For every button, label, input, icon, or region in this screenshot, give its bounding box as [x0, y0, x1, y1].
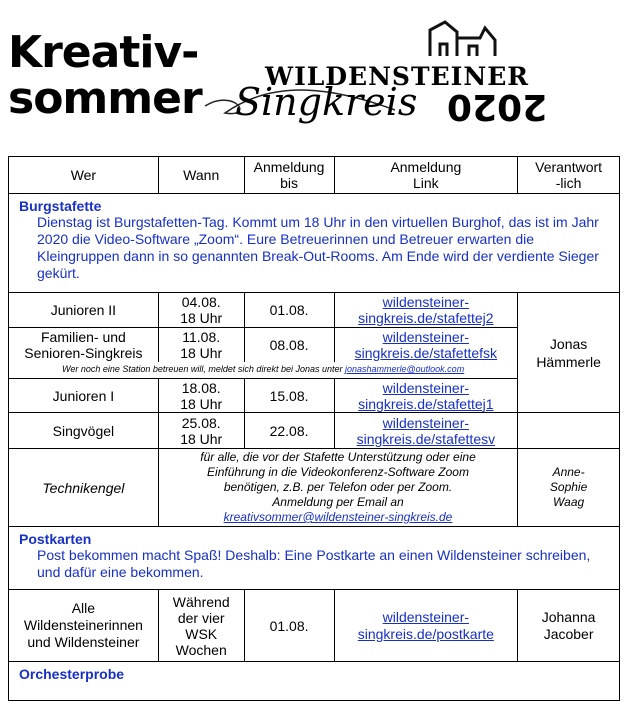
row-wer: Junioren I [9, 379, 159, 413]
section-text: Post bekommen macht Spaß! Deshalb: Eine Postkarte an einen Wildensteiner schreiben, und dafür eine bekommen. [37, 547, 591, 580]
row-link[interactable]: wildensteiner- singkreis.de/stafettej1 [334, 379, 518, 413]
row-responsible: Johanna Jacober [518, 590, 620, 662]
row-link[interactable]: wildensteiner- singkreis.de/postkarte [334, 590, 518, 662]
page-title [8, 27, 202, 124]
col-header-anmeldung-link: Anmeldung Link [334, 157, 518, 194]
section-burgstafette [9, 194, 620, 293]
title-line-2: sommer [8, 73, 202, 124]
row-wann: 25.08. 18 Uhr [158, 413, 244, 449]
col-header-wann: Wann [158, 157, 244, 194]
row-bis: 22.08. [244, 413, 334, 449]
note-text: Wer noch eine Station betreuen will, meldet sich direkt bei Jonas unter [62, 364, 345, 374]
table-header-row [9, 157, 620, 194]
table-row [9, 590, 620, 662]
section-title: Burgstafette [19, 198, 102, 214]
row-link[interactable]: wildensteiner- singkreis.de/stafettej2 [334, 293, 518, 328]
section-title: Postkarten [19, 531, 92, 547]
table-row [9, 413, 620, 449]
section-text: Dienstag ist Burgstafetten-Tag. Kommt um 18 Uhr in den virtuellen Burghof, das ist im Jahr 2020 die Video-Software „Zoom“. Eure Betreuerinnen und Betreuer erwarten die Kleingruppen dann in so genannten Break-Out-Rooms. Am Ende wird der verdiente Sieger gekürt. [37, 214, 599, 281]
technik-wer: Technikengel [9, 449, 159, 527]
row-link[interactable]: wildensteiner- singkreis.de/stafettefsk [334, 328, 518, 363]
col-header-verantwortlich: Verantwort -lich [518, 157, 620, 194]
logo-year: 2020 [447, 86, 548, 127]
section-postkarten [9, 527, 620, 590]
row-link[interactable]: wildensteiner- singkreis.de/stafettesv [334, 413, 518, 449]
note-email-link[interactable]: jonashammerle@outlook.com [345, 364, 465, 374]
logo-wordmark: WILDENSTEINER [265, 62, 530, 91]
row-bis: 15.08. [244, 379, 334, 413]
table-row-technik [9, 449, 620, 527]
table-row [9, 293, 620, 328]
row-wer: Junioren II [9, 293, 159, 328]
row-bis: 01.08. [244, 590, 334, 662]
row-bis: 01.08. [244, 293, 334, 328]
row-wer: Familien- und Senioren-Singkreis [9, 328, 159, 363]
logo-script: Singkreis [235, 80, 418, 124]
technik-email-link[interactable]: kreativsommer@wildensteiner-singkreis.de [223, 510, 453, 524]
title-line-1: Kreativ- [8, 27, 199, 78]
responsible-cell: Jonas Hämmerle [518, 293, 620, 413]
singkreis-logo [195, 18, 585, 136]
row-wann: 04.08. 18 Uhr [158, 293, 244, 328]
row-wer: Alle Wildensteinerinnen und Wildensteiner [9, 590, 159, 662]
technik-text: für alle, die vor der Stafette Unterstützung oder eine Einführung in die Videokonferenz-Software Zoom benötigen, z.B. per Telefon oder per Zoom. Anmeldung per Email an kreativsommer@wildensteiner-singkreis.de [158, 449, 517, 527]
section-title: Orchesterprobe [19, 666, 125, 682]
col-header-wer: Wer [9, 157, 159, 194]
row-bis: 08.08. [244, 328, 334, 363]
col-header-anmeldung-bis: Anmeldung bis [244, 157, 334, 194]
row-wann: 18.08. 18 Uhr [158, 379, 244, 413]
row-wann: Während der vier WSK Wochen [158, 590, 244, 662]
row-wann: 11.08. 18 Uhr [158, 328, 244, 363]
section-orchesterprobe [9, 662, 620, 701]
program-table [8, 156, 620, 701]
technik-responsible: Anne- Sophie Waag [518, 449, 620, 527]
row-wer: Singvögel [9, 413, 159, 449]
